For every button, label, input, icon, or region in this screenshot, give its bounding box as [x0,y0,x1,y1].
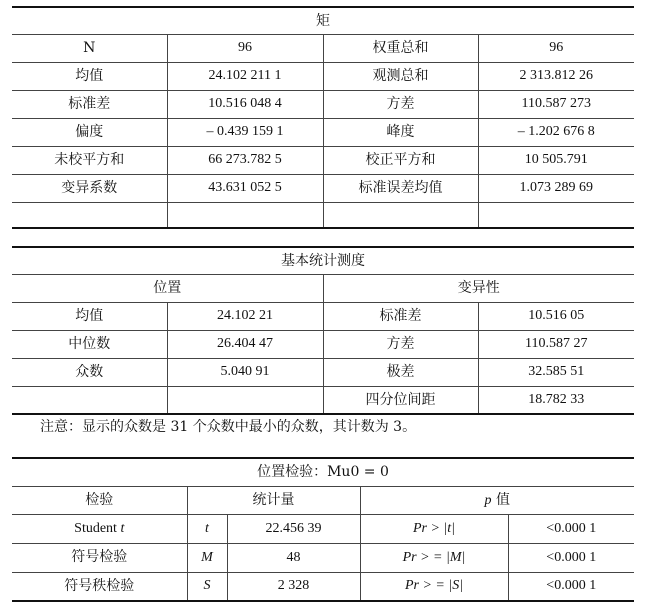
cell-label: 变异系数 [12,174,167,202]
p-value-suffix: 值 [491,491,510,508]
cell-empty [12,202,167,228]
cell-value: 110.587 273 [478,90,634,118]
cell-empty [167,202,323,228]
cell-label: 均值 [12,62,167,90]
stat-value: 48 [227,543,360,572]
cell-value: 26.404 47 [167,330,323,358]
cell-value: 43.631 052 5 [167,174,323,202]
cell-label: 未校平方和 [12,146,167,174]
basic-stats-table [12,246,634,415]
cell-label: 均值 [12,302,167,330]
cell-value: 32.585 51 [478,358,634,386]
stat-symbol: t [187,514,227,543]
cell-value: – 1.202 676 8 [478,118,634,146]
cell-value: 10.516 05 [478,302,634,330]
p-value: <0.000 1 [508,543,634,572]
location-tests-caption: 位置检验：Mu0 = 0 [12,458,634,486]
cell-value: 2 313.812 26 [478,62,634,90]
cell-empty [167,386,323,414]
test-name-text: Student [74,521,121,536]
cell-value: 5.040 91 [167,358,323,386]
cell-value: 1.073 289 69 [478,174,634,202]
cell-label: N [12,34,167,62]
cell-value: 10.516 048 4 [167,90,323,118]
cell-label: 众数 [12,358,167,386]
cell-value: 24.102 21 [167,302,323,330]
cell-label: 方差 [323,90,478,118]
cell-label: 极差 [323,358,478,386]
header-p-value [360,486,634,514]
cell-label: 偏度 [12,118,167,146]
header-statistic: 统计量 [187,486,360,514]
basic-stats-caption: 基本统计测度 [12,247,634,274]
moments-caption: 矩 [12,7,634,34]
cell-value: 10 505.791 [478,146,634,174]
cell-value: – 0.439 159 1 [167,118,323,146]
test-name-italic: t [120,521,125,536]
cell-value: 66 273.782 5 [167,146,323,174]
cell-value: 96 [167,34,323,62]
test-name [12,572,187,601]
header-test: 检验 [12,486,187,514]
pr-label: Pr > = |S| [360,572,508,601]
cell-label: 标准差 [12,90,167,118]
test-name [12,543,187,572]
stat-symbol: M [187,543,227,572]
pr-label: Pr > |t| [360,514,508,543]
stat-symbol: S [187,572,227,601]
cell-empty [323,202,478,228]
cell-label: 标准差 [323,302,478,330]
location-tests-table [12,457,634,602]
stat-value: 22.456 39 [227,514,360,543]
p-symbol: p [484,492,492,508]
cell-label: 标准误差均值 [323,174,478,202]
stat-value: 2 328 [227,572,360,601]
cell-label: 方差 [323,330,478,358]
cell-label: 校正平方和 [323,146,478,174]
pr-label: Pr > = |M| [360,543,508,572]
cell-label: 峰度 [323,118,478,146]
cell-label: 中位数 [12,330,167,358]
cell-label: 权重总和 [323,34,478,62]
moments-table [12,6,634,229]
cell-label: 四分位间距 [323,386,478,414]
cell-label: 观测总和 [323,62,478,90]
cell-value: 18.782 33 [478,386,634,414]
cell-value: 110.587 27 [478,330,634,358]
cell-empty [478,202,634,228]
group-header-location: 位置 [12,274,323,302]
test-name-text: 符号秩检验 [64,577,135,594]
test-name [12,514,187,543]
cell-empty [12,386,167,414]
mode-note: 注意：显示的众数是 31 个众数中最小的众数，其计数为 3。 [40,419,417,435]
cell-value: 96 [478,34,634,62]
group-header-variability: 变异性 [323,274,634,302]
p-value: <0.000 1 [508,572,634,601]
cell-value: 24.102 211 1 [167,62,323,90]
p-value: <0.000 1 [508,514,634,543]
test-name-text: 符号检验 [71,549,128,565]
